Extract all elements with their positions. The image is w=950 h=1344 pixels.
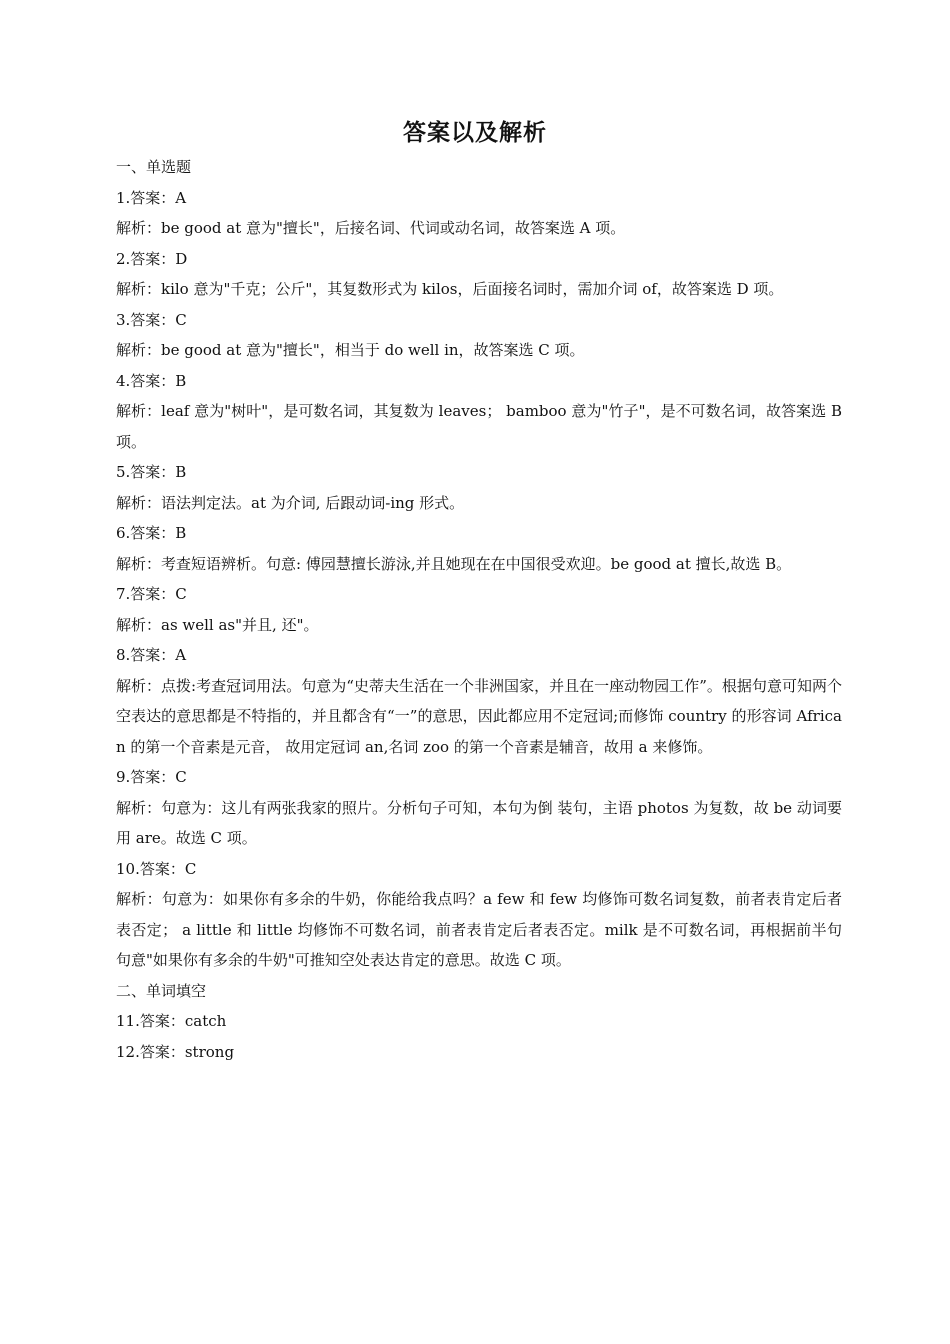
section-heading: 二、单词填空 <box>116 981 207 1000</box>
analysis-text: 解析：be good at 意为"擅长"，后接名词、代词或动名词，故答案选 A 项。 <box>116 219 626 237</box>
analysis-text: 解析：考查短语辨析。句意: 傅园慧擅长游泳,并且她现在在中国很受欢迎。be good at 擅长,故选 B。 <box>116 554 792 573</box>
analysis-text: 解析：句意为：如果你有多余的牛奶，你能给我点吗？a few 和 few 均修饰可数名词复数，前者表肯定后者表否定； a little 和 little 均修饰不可数名词，前者表肯定后者表否定。milk 是不可数名词，再根据前半句句意"如果你有多余的牛奶"可推知空处表达肯定的意思。故选 C 项。 <box>116 890 842 969</box>
answer-line: 8.答案：A <box>116 646 187 664</box>
answer-line: 7.答案：C <box>116 585 187 603</box>
answer-line: 10.答案：C <box>116 859 197 878</box>
analysis-text: 解析：句意为：这儿有两张我家的照片。分析句子可知，本句为倒 装句，主语 photos 为复数，故 be 动词要用 are。故选 C 项。 <box>116 798 842 847</box>
analysis-text: 解析：leaf 意为"树叶"，是可数名词，其复数为 leaves； bamboo 意为"竹子"，是不可数名词，故答案选 B 项。 <box>116 402 842 451</box>
answer-line: 12.答案：strong <box>116 1042 235 1061</box>
analysis-text: 解析：点拨:考查冠词用法。句意为“史蒂夫生活在一个非洲国家，并且在一座动物园工作”。根据句意可知两个空表达的意思都是不特指的，并且都含有“一”的意思，因此都应用不定冠词;而修饰 country 的形容词 African 的第一个音素是元音， 故用定冠词 an,名词 zoo 的第一个音素是辅音，故用 a 来修饰。 <box>116 676 842 756</box>
page-title: 答案以及解析 <box>403 119 547 146</box>
answer-line: 1.答案：A <box>116 188 187 207</box>
section-heading: 一、单选题 <box>116 158 192 176</box>
answer-line: 6.答案：B <box>116 524 187 542</box>
answer-line: 9.答案：C <box>116 768 187 786</box>
answer-line: 11.答案：catch <box>116 1012 227 1030</box>
analysis-text: 解析：as well as"并且, 还"。 <box>116 615 319 634</box>
answer-line: 4.答案：B <box>116 371 187 390</box>
answer-line: 2.答案：D <box>116 249 188 268</box>
analysis-text: 解析：kilo 意为"千克；公斤"，其复数形式为 kilos，后面接名词时，需加介词 of，故答案选 D 项。 <box>116 280 784 298</box>
answer-content <box>116 152 842 1067</box>
analysis-text: 解析：语法判定法。at 为介词, 后跟动词-ing 形式。 <box>116 493 465 512</box>
answer-line: 5.答案：B <box>116 463 187 481</box>
analysis-text: 解析：be good at 意为"擅长"，相当于 do well in，故答案选 C 项。 <box>116 341 585 359</box>
answer-line: 3.答案：C <box>116 310 187 329</box>
